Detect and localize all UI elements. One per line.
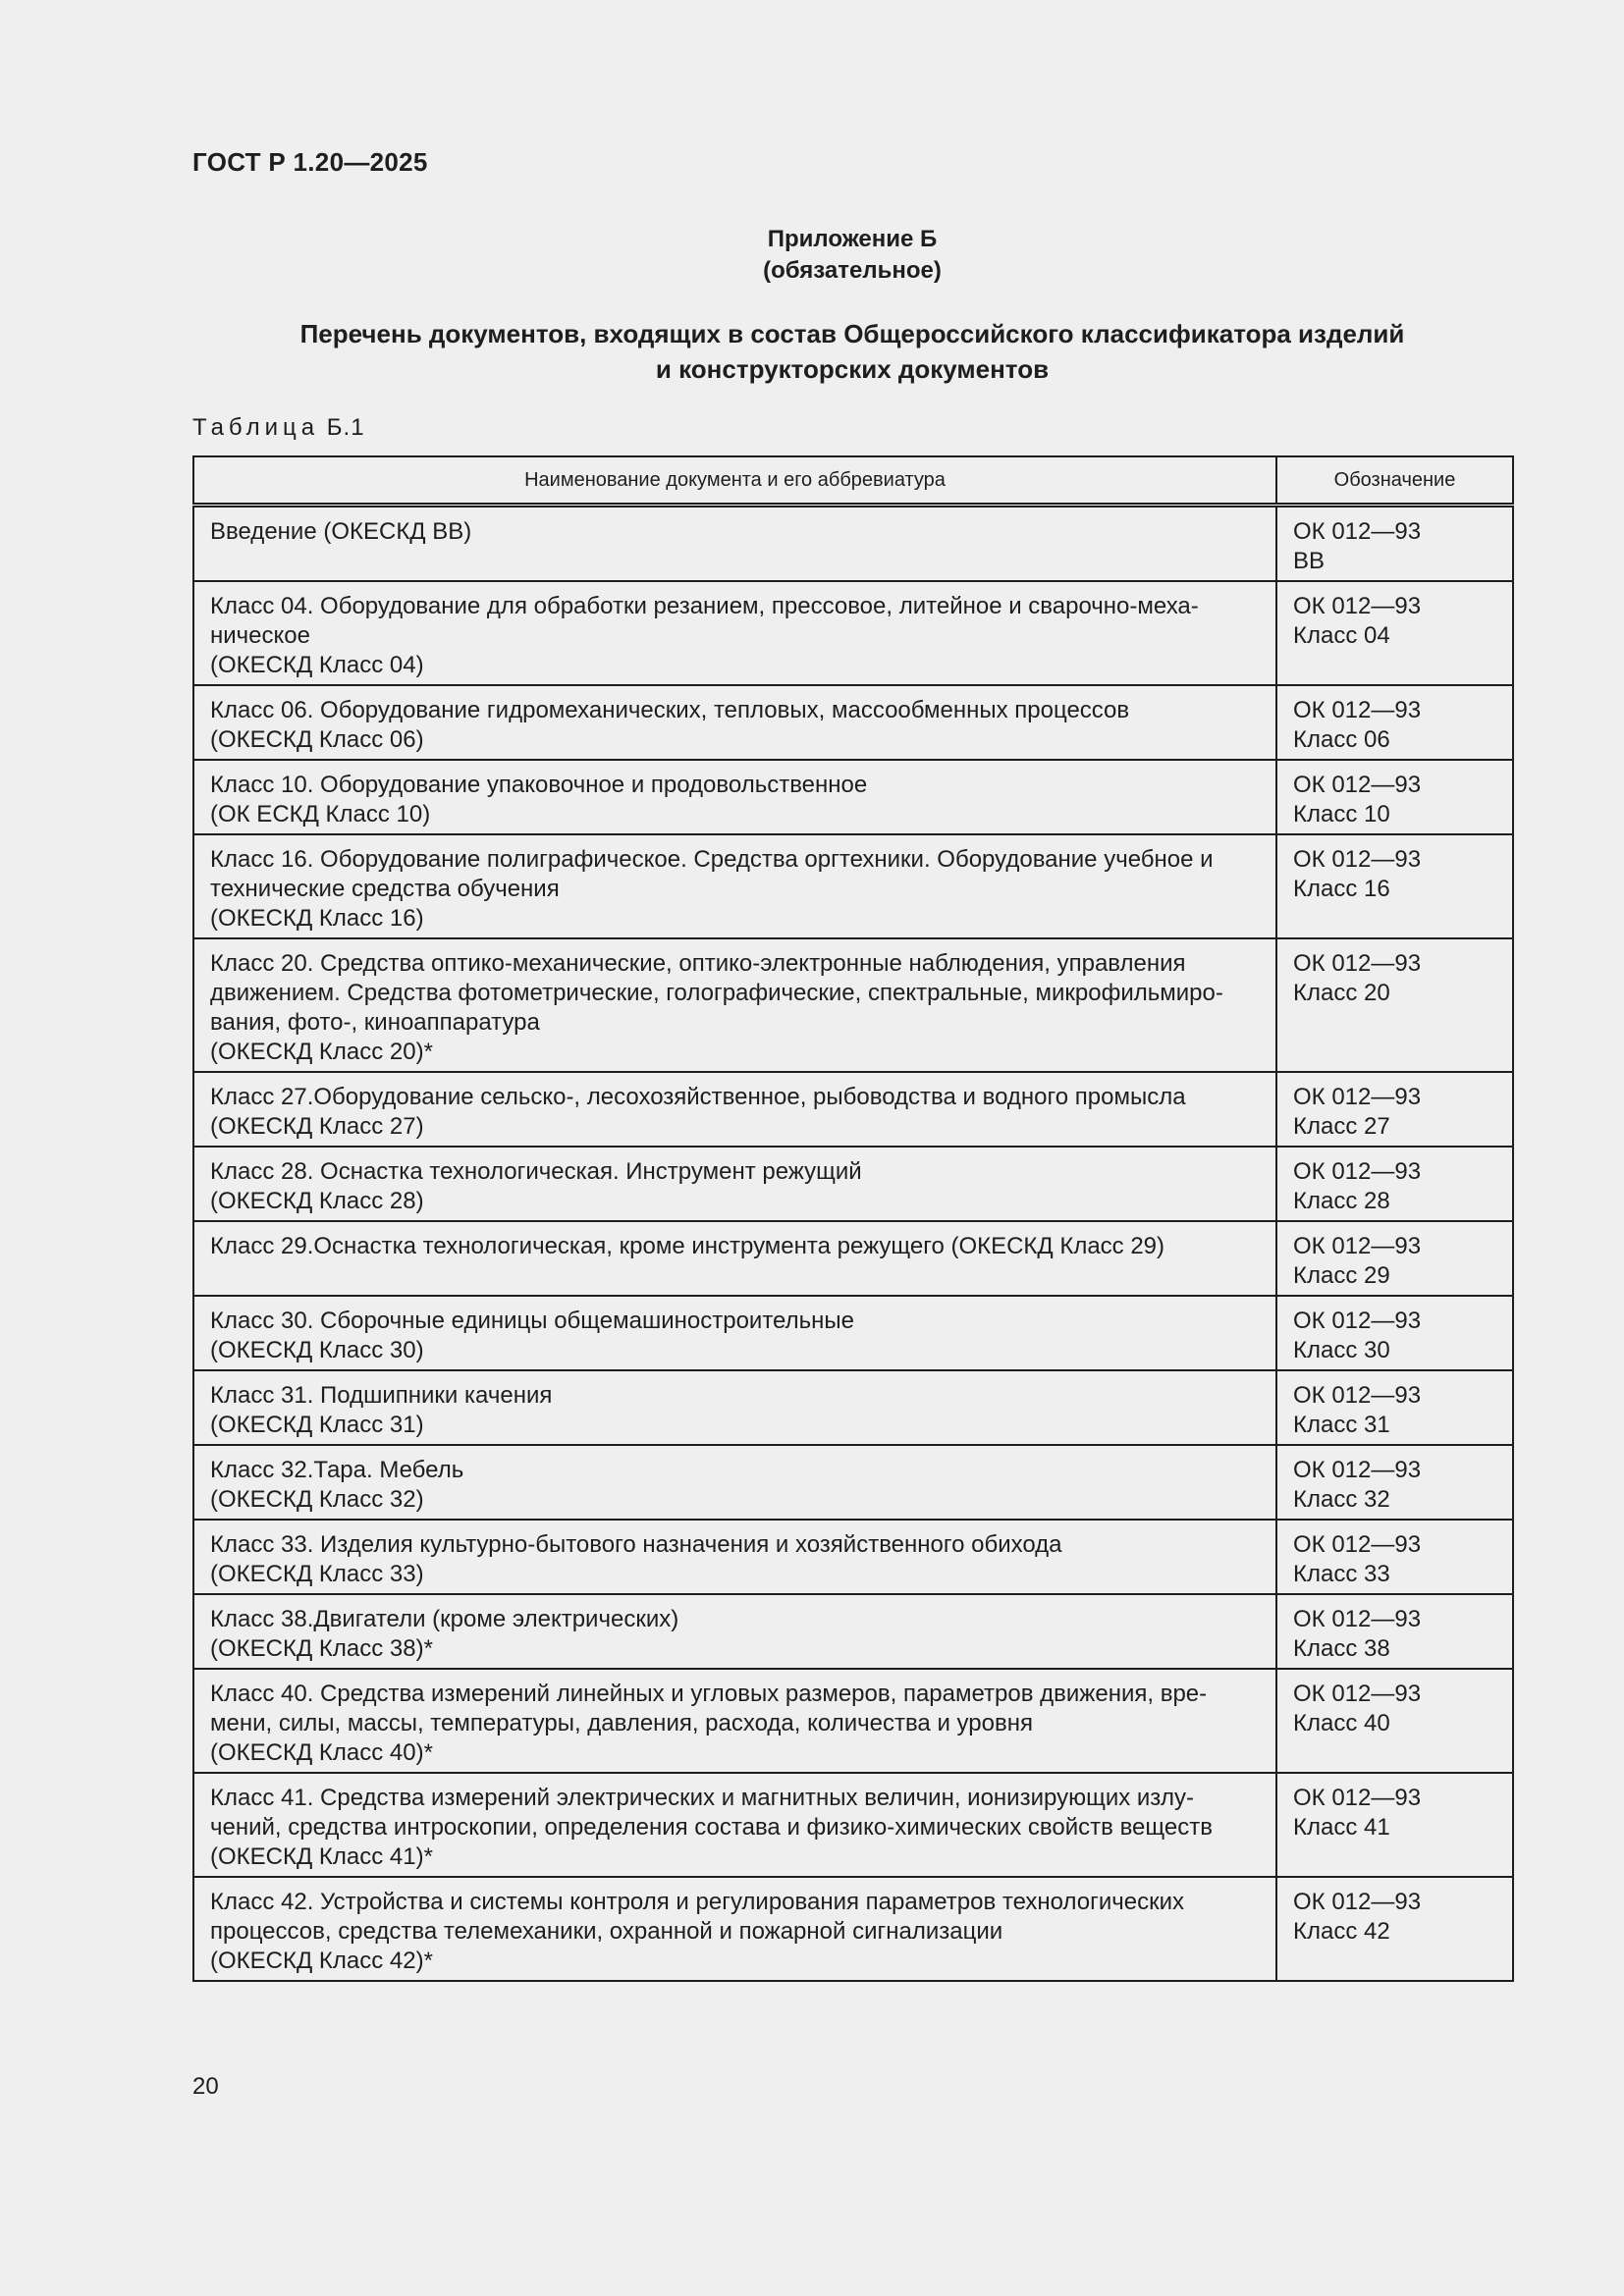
table-row: [193, 1147, 1513, 1221]
document-name-line: технические средства обучения: [210, 876, 560, 902]
table-header-row: [193, 456, 1513, 506]
document-name-line: Класс 41. Средства измерений электрических и магнитных величин, ионизирующих излу-: [210, 1785, 1195, 1811]
document-name-line: (ОКЕСКД Класс 04): [210, 652, 424, 678]
document-name-line: (ОКЕСКД Класс 31): [210, 1412, 424, 1438]
designation-line: Класс 20: [1293, 980, 1390, 1006]
designation-cell: [1276, 1147, 1513, 1221]
designation-line: ОК 012—93: [1293, 1457, 1422, 1483]
designation-cell: [1276, 1669, 1513, 1773]
document-name-cell: [193, 685, 1276, 760]
designation-line: ОК 012—93: [1293, 518, 1422, 545]
document-name-cell: [193, 1669, 1276, 1773]
designation-cell: [1276, 1221, 1513, 1296]
table-row: [193, 1370, 1513, 1445]
designation-line: Класс 28: [1293, 1188, 1390, 1214]
document-name-line: (ОКЕСКД Класс 28): [210, 1188, 424, 1214]
document-name-line: Класс 04. Оборудование для обработки резанием, прессовое, литейное и сварочно-меха-: [210, 593, 1199, 619]
designation-line: Класс 10: [1293, 801, 1390, 828]
document-name-cell: [193, 938, 1276, 1072]
document-name-line: Класс 28. Оснастка технологическая. Инструмент режущий: [210, 1158, 862, 1185]
designation-line: Класс 29: [1293, 1262, 1390, 1289]
document-name-line: (ОКЕСКД Класс 06): [210, 726, 424, 753]
document-name-line: чений, средства интроскопии, определения состава и физико-химических свойств веществ: [210, 1814, 1213, 1841]
document-name-cell: [193, 506, 1276, 582]
annex-status: (обязательное): [763, 257, 942, 284]
documents-table: [192, 455, 1514, 1982]
designation-line: Класс 04: [1293, 622, 1390, 649]
designation-line: Класс 40: [1293, 1710, 1390, 1736]
designation-line: ОК 012—93: [1293, 950, 1422, 977]
designation-line: ОК 012—93: [1293, 1382, 1422, 1409]
designation-line: Класс 41: [1293, 1814, 1390, 1841]
document-name-line: (ОКЕСКД Класс 20)*: [210, 1039, 433, 1065]
table-row: [193, 685, 1513, 760]
designation-line: Класс 31: [1293, 1412, 1390, 1438]
table-row: [193, 760, 1513, 834]
document-name-cell: [193, 1147, 1276, 1221]
document-name-line: Класс 29.Оснастка технологическая, кроме инструмента режущего (ОКЕСКД Класс 29): [210, 1233, 1165, 1259]
document-name-line: вания, фото-, киноаппаратура: [210, 1009, 540, 1036]
document-name-line: мени, силы, массы, температуры, давления, расхода, количества и уровня: [210, 1710, 1033, 1736]
designation-cell: [1276, 1520, 1513, 1594]
document-name-cell: [193, 1445, 1276, 1520]
page-number: 20: [192, 2073, 219, 2100]
designation-line: Класс 30: [1293, 1337, 1390, 1363]
table-row: [193, 1296, 1513, 1370]
designation-cell: [1276, 1072, 1513, 1147]
designation-line: Класс 42: [1293, 1918, 1390, 1945]
document-name-line: (ОКЕСКД Класс 30): [210, 1337, 424, 1363]
document-name-line: Введение (ОКЕСКД ВВ): [210, 518, 472, 545]
document-name-line: Класс 16. Оборудование полиграфическое. Средства оргтехники. Оборудование учебное и: [210, 846, 1214, 873]
document-name-cell: [193, 581, 1276, 685]
designation-cell: [1276, 1773, 1513, 1877]
designation-line: ОК 012—93: [1293, 846, 1422, 873]
designation-line: Класс 16: [1293, 876, 1390, 902]
document-name-line: Класс 31. Подшипники качения: [210, 1382, 553, 1409]
designation-line: ОК 012—93: [1293, 1681, 1422, 1707]
designation-line: Класс 33: [1293, 1561, 1390, 1587]
document-name-line: Класс 30. Сборочные единицы общемашиностроительные: [210, 1308, 854, 1334]
designation-line: ОК 012—93: [1293, 1889, 1422, 1915]
document-name-line: (ОК ЕСКД Класс 10): [210, 801, 431, 828]
designation-cell: [1276, 834, 1513, 938]
column-header-code: Обозначение: [1276, 456, 1513, 506]
document-name-line: (ОКЕСКД Класс 40)*: [210, 1739, 433, 1766]
designation-line: ВВ: [1293, 548, 1326, 574]
designation-line: ОК 012—93: [1293, 593, 1422, 619]
document-name-line: ническое: [210, 622, 310, 649]
document-name-line: Класс 32.Тара. Мебель: [210, 1457, 464, 1483]
document-name-cell: [193, 1520, 1276, 1594]
table-row: [193, 1072, 1513, 1147]
designation-line: ОК 012—93: [1293, 1606, 1422, 1632]
table-row: [193, 1520, 1513, 1594]
table-row: [193, 506, 1513, 582]
document-name-line: Класс 27.Оборудование сельско-, лесохозяйственное, рыбоводства и водного промысла: [210, 1084, 1186, 1110]
document-name-cell: [193, 1370, 1276, 1445]
document-title-line-1: Перечень документов, входящих в состав Общероссийского классификатора изделий: [299, 319, 1405, 348]
table-row: [193, 834, 1513, 938]
table-caption-word: Таблица: [192, 414, 320, 441]
document-name-cell: [193, 1296, 1276, 1370]
document-name-cell: [193, 834, 1276, 938]
designation-cell: [1276, 1594, 1513, 1669]
table-caption: [192, 414, 365, 442]
designation-line: ОК 012—93: [1293, 1158, 1422, 1185]
document-name-cell: [193, 1072, 1276, 1147]
designation-line: ОК 012—93: [1293, 1084, 1422, 1110]
document-name-line: Класс 10. Оборудование упаковочное и продовольственное: [210, 772, 868, 798]
document-name-line: (ОКЕСКД Класс 42)*: [210, 1948, 433, 1974]
designation-line: ОК 012—93: [1293, 772, 1422, 798]
document-name-line: процессов, средства телемеханики, охранной и пожарной сигнализации: [210, 1918, 1003, 1945]
designation-line: ОК 012—93: [1293, 1308, 1422, 1334]
document-name-line: Класс 42. Устройства и системы контроля и регулирования параметров технологических: [210, 1889, 1185, 1915]
document-name-line: Класс 06. Оборудование гидромеханических, тепловых, массообменных процессов: [210, 697, 1130, 723]
table-row: [193, 1445, 1513, 1520]
document-name-line: (ОКЕСКД Класс 33): [210, 1561, 424, 1587]
designation-line: ОК 012—93: [1293, 1233, 1422, 1259]
document-name-cell: [193, 1221, 1276, 1296]
designation-line: Класс 32: [1293, 1486, 1390, 1513]
document-name-cell: [193, 1594, 1276, 1669]
document-name-line: (ОКЕСКД Класс 16): [210, 905, 424, 932]
document-name-line: (ОКЕСКД Класс 32): [210, 1486, 424, 1513]
designation-cell: [1276, 685, 1513, 760]
document-name-line: (ОКЕСКД Класс 41)*: [210, 1843, 433, 1870]
annex-title: Приложение Б: [767, 226, 938, 252]
designation-cell: [1276, 938, 1513, 1072]
table-row: [193, 1877, 1513, 1981]
designation-line: Класс 06: [1293, 726, 1390, 753]
table-row: [193, 938, 1513, 1072]
column-header-name: Наименование документа и его аббревиатура: [193, 456, 1276, 506]
designation-cell: [1276, 506, 1513, 582]
designation-cell: [1276, 1370, 1513, 1445]
table-caption-number: Б.1: [326, 414, 365, 441]
document-name-cell: [193, 1877, 1276, 1981]
table-row: [193, 1221, 1513, 1296]
document-name-cell: [193, 760, 1276, 834]
designation-line: ОК 012—93: [1293, 1785, 1422, 1811]
document-name-line: Класс 33. Изделия культурно-бытового назначения и хозяйственного обихода: [210, 1531, 1062, 1558]
table-body: [193, 506, 1513, 1982]
document-name-line: движением. Средства фотометрические, голографические, спектральные, микрофильмиро-: [210, 980, 1223, 1006]
document-title: [192, 316, 1512, 387]
designation-line: Класс 27: [1293, 1113, 1390, 1140]
designation-cell: [1276, 1445, 1513, 1520]
designation-line: Класс 38: [1293, 1635, 1390, 1662]
document-name-line: (ОКЕСКД Класс 38)*: [210, 1635, 433, 1662]
document-name-line: Класс 40. Средства измерений линейных и угловых размеров, параметров движения, вре-: [210, 1681, 1208, 1707]
table-row: [193, 1594, 1513, 1669]
table-row: [193, 1669, 1513, 1773]
document-name-cell: [193, 1773, 1276, 1877]
document-name-line: Класс 20. Средства оптико-механические, оптико-электронные наблюдения, управления: [210, 950, 1186, 977]
document-name-line: Класс 38.Двигатели (кроме электрических): [210, 1606, 679, 1632]
designation-cell: [1276, 1877, 1513, 1981]
designation-line: ОК 012—93: [1293, 697, 1422, 723]
document-title-line-2: и конструкторских документов: [655, 354, 1050, 384]
table-row: [193, 581, 1513, 685]
designation-cell: [1276, 581, 1513, 685]
designation-line: ОК 012—93: [1293, 1531, 1422, 1558]
designation-cell: [1276, 1296, 1513, 1370]
table-row: [193, 1773, 1513, 1877]
designation-cell: [1276, 760, 1513, 834]
document-name-line: (ОКЕСКД Класс 27): [210, 1113, 424, 1140]
standard-header: ГОСТ Р 1.20—2025: [192, 147, 428, 177]
